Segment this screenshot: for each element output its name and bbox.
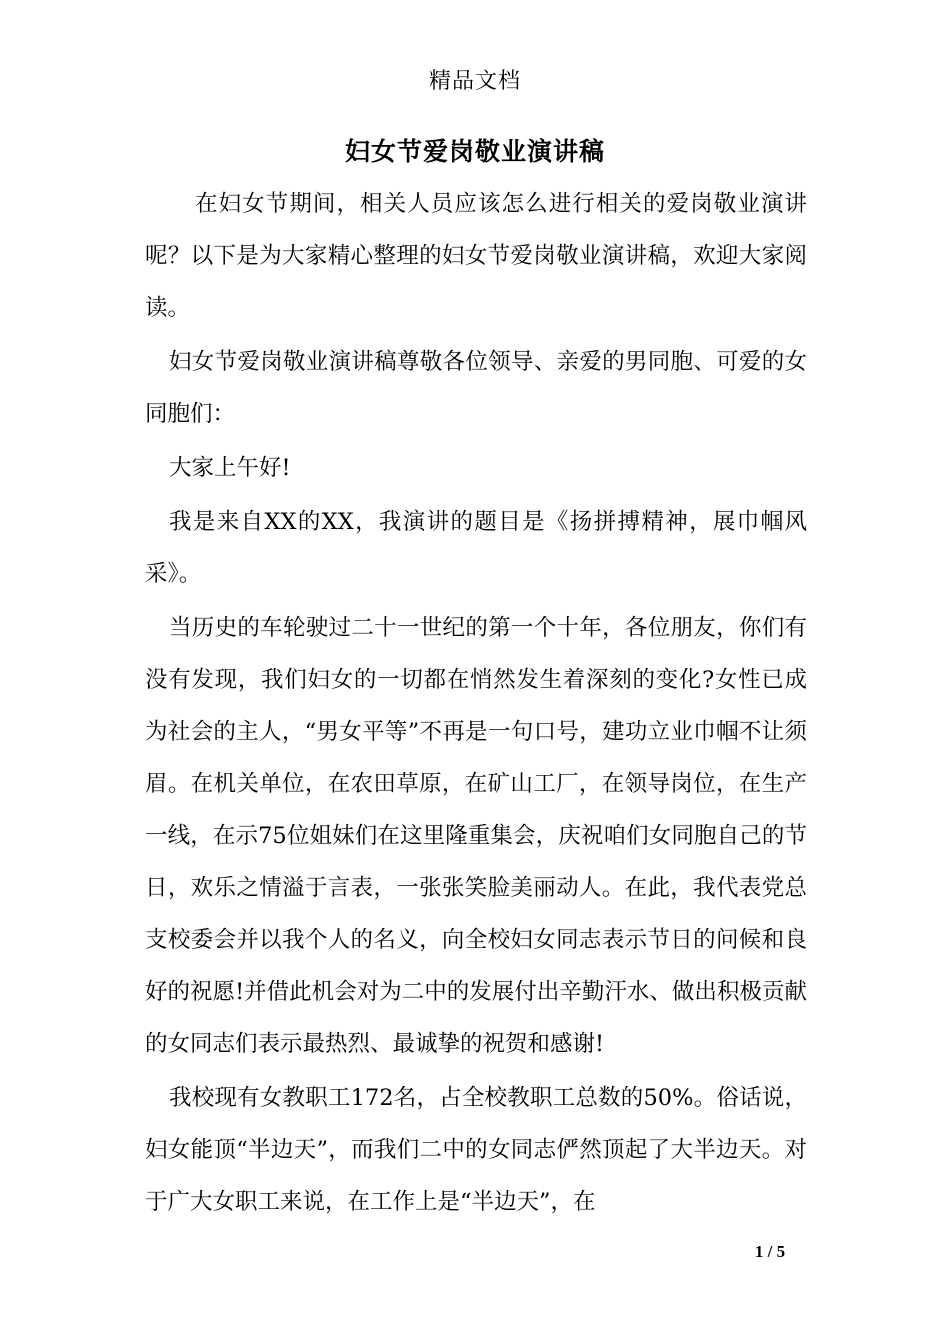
document-body — [145, 178, 807, 1230]
paragraph-statistics: 我校现有女教职工172名，占全校教职工总数的50%。俗话说，妇女能顶“半边天”，而我们二中的女同志俨然顶起了大半边天。对于广大女职工来说，在工作上是“半边天”，在 — [145, 1085, 807, 1215]
page-number: 1 / 5 — [754, 1242, 786, 1261]
document-title: 妇女节爱岗敬业演讲稿 — [344, 137, 605, 166]
paragraph-greeting: 大家上午好! — [169, 455, 291, 481]
page-header: 精品文档 — [428, 69, 521, 94]
paragraph-salutation: 妇女节爱岗敬业演讲稿尊敬各位领导、亲爱的男同胞、可爱的女同胞们： — [145, 349, 807, 427]
paragraph-intro: 在妇女节期间，相关人员应该怎么进行相关的爱岗敬业演讲呢？以下是为大家精心整理的妇女节爱岗敬业演讲稿，欢迎大家阅读。 — [145, 191, 807, 321]
paragraph-topic: 我是来自XX的XX，我演讲的题目是《扬拼搏精神，展巾帼风采》。 — [145, 509, 807, 587]
paragraph-history: 当历史的车轮驶过二十一世纪的第一个十年，各位朋友，你们有没有发现，我们妇女的一切都在悄然发生着深刻的变化?女性已成为社会的主人，“男女平等”不再是一句口号，建功立业巾帼不让须眉。在机关单位，在农田草原，在矿山工厂，在领导岗位，在生产一线，在示75位姐妹们在这里隆重集会，庆祝咱们女同胞自己的节日，欢乐之情溢于言表，一张张笑脸美丽动人。在此，我代表党总支校委会并以我个人的名义，向全校妇女同志表示节日的问候和良好的祝愿!并借此机会对为二中的发展付出辛勤汗水、做出积极贡献的女同志们表示最热烈、最诚挚的祝贺和感谢! — [145, 615, 807, 1057]
